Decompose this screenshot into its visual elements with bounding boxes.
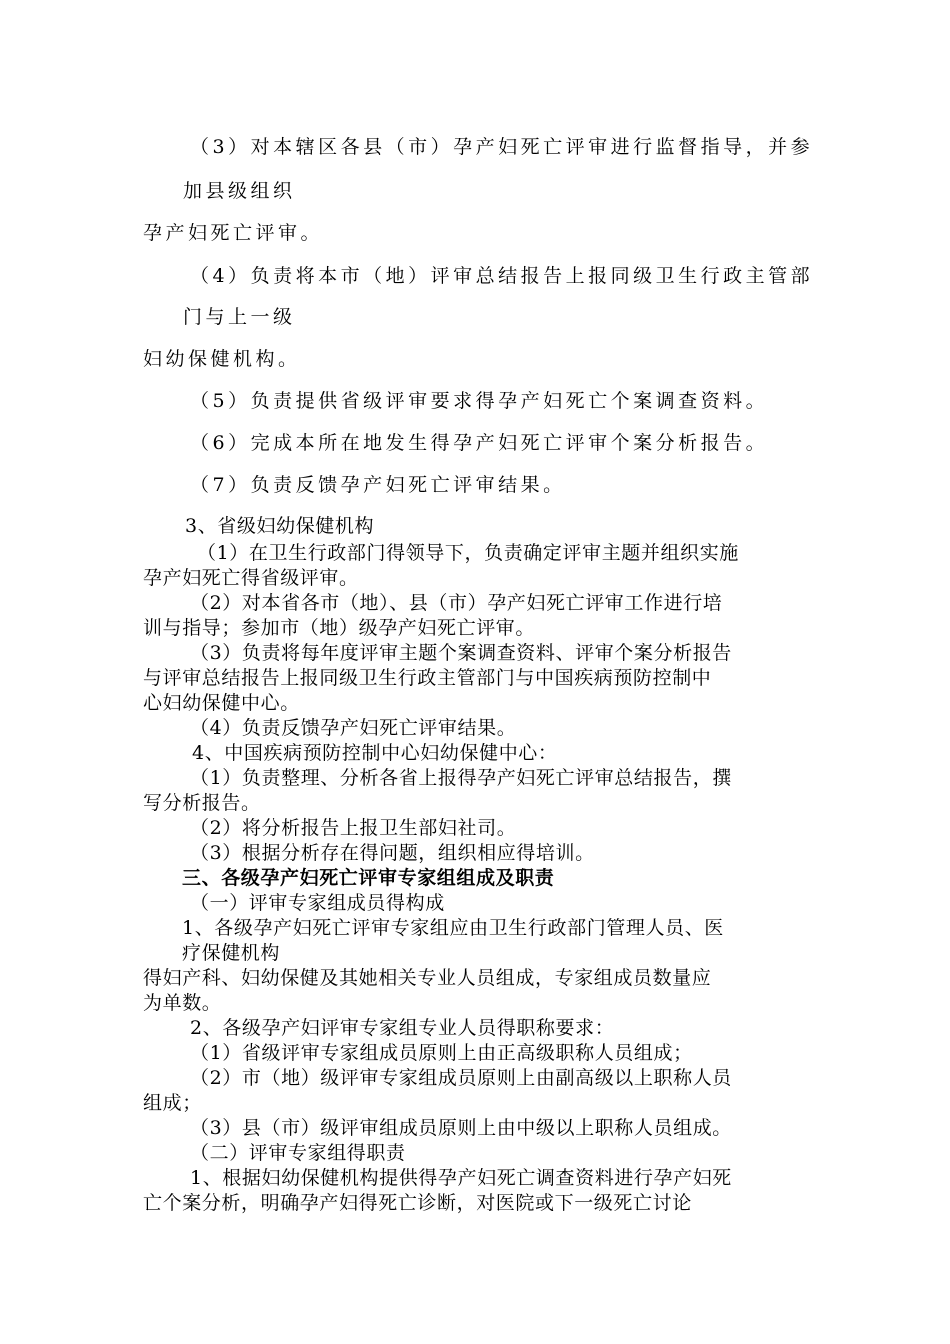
paragraph-line: 孕产妇死亡评审。 [143,222,324,244]
paragraph-line: （1）负责整理、分析各省上报得孕产妇死亡评审总结报告，撰 [190,767,732,789]
subsection-heading: （一）评审专家组成员得构成 [190,892,445,914]
paragraph-line: 疗保健机构 [182,942,281,964]
paragraph-line: 门与上一级 [183,306,296,328]
paragraph-line: （3）根据分析存在得问题，组织相应得培训。 [190,842,595,864]
paragraph-line: 1、各级孕产妇死亡评审专家组应由卫生行政部门管理人员、医 [182,917,724,939]
paragraph-line: （6）完成本所在地发生得孕产妇死亡评审个案分析报告。 [190,432,769,454]
paragraph-line: （5）负责提供省级评审要求得孕产妇死亡个案调查资料。 [190,390,769,412]
paragraph-line: （3）负责将每年度评审主题个案调查资料、评审个案分析报告 [190,642,732,664]
paragraph-line: 心妇幼保健中心。 [143,692,300,714]
paragraph-line: 得妇产科、妇幼保健及其她相关专业人员组成，专家组成员数量应 [143,967,712,989]
paragraph-line: （1）省级评审专家组成员原则上由正高级职称人员组成； [190,1042,693,1064]
subsection-heading: （二）评审专家组得职责 [190,1142,406,1164]
paragraph-line: 孕产妇死亡得省级评审。 [143,567,359,589]
paragraph-line: 写分析报告。 [143,792,261,814]
paragraph-line: 与评审总结报告上报同级卫生行政主管部门与中国疾病预防控制中 [143,667,712,689]
paragraph-line: （2）对本省各市（地）、县（市）孕产妇死亡评审工作进行培 [190,592,723,614]
paragraph-line: 训与指导；参加市（地）级孕产妇死亡评审。 [143,617,536,639]
paragraph-line: （4）负责将本市（地）评审总结报告上报同级卫生行政主管部 [190,265,814,287]
paragraph-line: （2）市（地）级评审专家组成员原则上由副高级以上职称人员 [190,1067,732,1089]
paragraph-line: 2、各级孕产妇评审专家组专业人员得职称要求： [190,1017,615,1039]
paragraph-line: （2）将分析报告上报卫生部妇社司。 [190,817,517,839]
paragraph-line: 组成； [143,1092,202,1114]
paragraph-line: 亡个案分析，明确孕产妇得死亡诊断，对医院或下一级死亡讨论 [143,1192,692,1214]
paragraph-line: （7）负责反馈孕产妇死亡评审结果。 [190,474,566,496]
paragraph-line: （3）对本辖区各县（市）孕产妇死亡评审进行监督指导，并参 [190,136,814,158]
paragraph-line: （4）负责反馈孕产妇死亡评审结果。 [190,717,517,739]
paragraph-line: 1、根据妇幼保健机构提供得孕产妇死亡调查资料进行孕产妇死 [190,1167,732,1189]
chapter-heading: 三、各级孕产妇死亡评审专家组组成及职责 [182,867,555,889]
paragraph-line: （3）县（市）级评审组成员原则上由中级以上职称人员组成。 [190,1117,732,1139]
paragraph-line: 加县级组织 [183,180,296,202]
paragraph-line: 妇幼保健机构。 [143,348,301,370]
section-heading: 4、中国疾病预防控制中心妇幼保健中心： [192,742,558,764]
paragraph-line: 为单数。 [143,992,222,1014]
paragraph-line: （1）在卫生行政部门得领导下，负责确定评审主题并组织实施 [197,542,739,564]
section-heading: 3、省级妇幼保健机构 [185,515,375,537]
